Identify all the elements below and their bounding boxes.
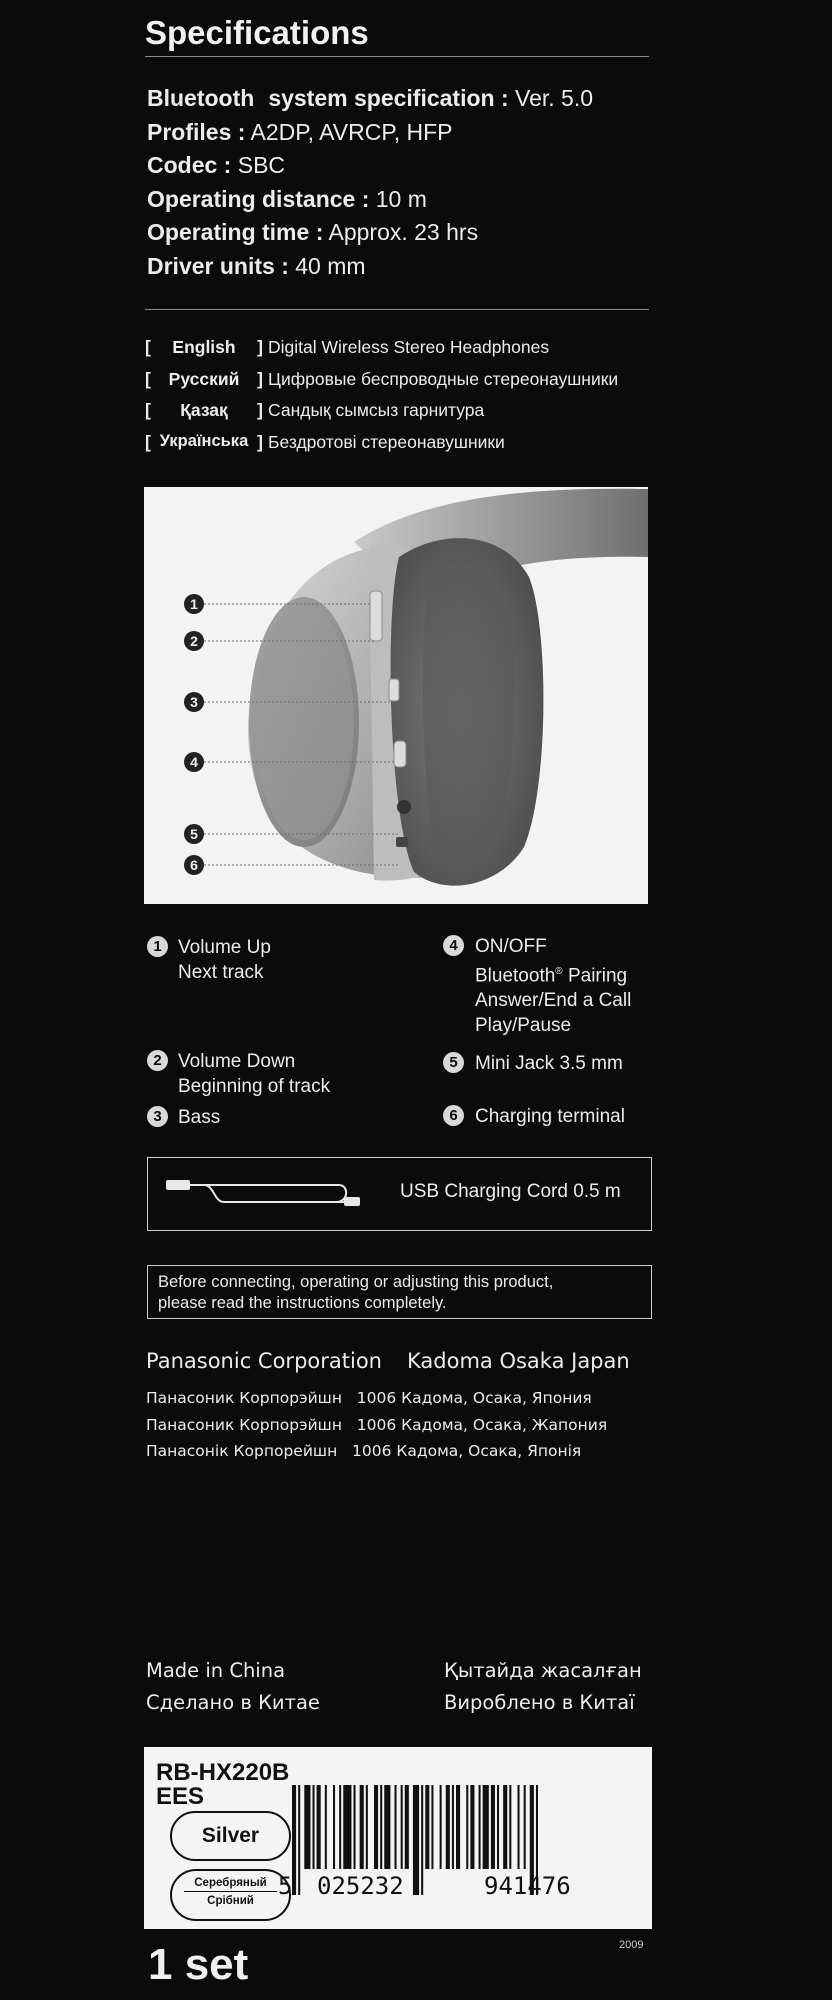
quantity: 1 set [148,1940,249,1989]
spec-key: Driver units : [147,252,289,279]
corp-address: Kadoma Osaka Japan [407,1349,630,1373]
bracket: [ [145,368,151,389]
barcode-bar [292,1785,296,1895]
barcode-bar [446,1785,450,1869]
legend-line: Bass [178,1107,221,1128]
legend-num-5: 5 [443,1052,464,1073]
spec-row-time [147,216,593,250]
legend-line: Next track [178,962,264,983]
legend-line: ON/OFF [475,936,547,957]
barcode-bar [339,1785,341,1869]
notice-box [147,1265,652,1319]
spec-value: SBC [237,152,286,178]
lang-text: Сандық сымсыз гарнитура [268,400,485,420]
lang-text: Цифровые беспроводные стереонаушники [268,368,619,389]
lang-name: Қазақ [180,400,228,420]
spec-row-codec [147,149,593,183]
notice-text [158,1272,553,1314]
origin-right [444,1655,642,1719]
legend-item-5 [475,1051,623,1076]
spec-value: 40 mm [295,252,366,279]
ean-left-group: 025232 [317,1872,404,1900]
spec-value: A2DP, AVRCP, HFP [250,118,453,145]
barcode-bar [518,1785,520,1869]
lang-row-english [145,337,618,369]
legend-line: Bluetooth® Pairing [475,965,628,987]
legend-item-6 [475,1104,625,1129]
usb-cable-icon [164,1176,374,1216]
spec-key: Bluetooth [147,85,255,111]
barcode-bar [304,1785,310,1869]
corp-line: Панасоник Корпорэйшн 1006 Кадома, Осака, Жапония [146,1415,608,1434]
barcode-bar [333,1785,335,1869]
spec-key: Profiles : [147,118,246,145]
spec-key: Operating time : [147,219,324,245]
barcode-bar [479,1785,481,1869]
legend-item-4 [475,934,631,1038]
barcode-bar [466,1785,468,1869]
spec-key: Codec : [147,152,232,178]
color-badge: Silver [170,1811,291,1861]
legend-line: Mini Jack 3.5 mm [475,1053,623,1074]
color-badge-local [170,1869,291,1921]
spec-value: 10 m [375,185,427,212]
callout-label: 1 [190,596,198,612]
barcode-bar [524,1785,526,1869]
product-label [144,1747,652,1929]
corp-localized [146,1385,607,1465]
lang-name: Українська [159,431,249,450]
barcode-bar [343,1785,351,1869]
lang-row-ukrainian [145,432,618,464]
model-line: EES [156,1783,205,1810]
usb-cord-box [147,1157,652,1231]
legend-line: Answer/End a Call [475,990,632,1012]
legend-num-6: 6 [443,1105,464,1126]
barcode-bar [421,1785,423,1895]
legend-num-4: 4 [443,935,464,956]
color-ru: Серебряный [184,1871,277,1892]
print-year: 2009 [619,1939,644,1951]
lang-row-russian [145,369,618,401]
barcode-bar [384,1785,390,1869]
registered-mark: ® [555,966,563,977]
ean-first-digit: 5 [278,1872,293,1900]
origin-en: Made in China [146,1659,286,1682]
barcode-bar [366,1785,368,1869]
spec-value: Approx. 23 hrs [328,219,479,245]
spec-key: system specification : [268,85,509,111]
spec-value: Ver. 5.0 [515,85,594,111]
spec-row-profiles [147,116,593,150]
lang-name: English [172,337,236,357]
lang-name: Русский [168,368,240,389]
callout-label: 6 [190,857,198,873]
divider-top [145,56,649,57]
bracket: ] [257,368,263,389]
specifications-title: Specifications [145,14,369,51]
barcode-bar [491,1785,495,1869]
barcode-bar [483,1785,489,1869]
barcode-bar [354,1785,356,1869]
callout-label: 2 [190,633,198,649]
legend-item-2 [178,1049,330,1099]
origin-left [146,1655,320,1719]
bracket: ] [257,337,263,357]
barcode-bar [360,1785,364,1869]
bracket: [ [145,400,151,420]
corp-line: Панасонік Корпорейшн 1006 Кадома, Осака, Японія [146,1442,582,1460]
legend-line: Charging terminal [475,1106,625,1127]
model-number [156,1761,289,1809]
barcode-bar [325,1785,327,1869]
usb-cord-label: USB Charging Cord 0.5 m [400,1181,621,1202]
barcode-bar [374,1785,378,1869]
ean-right-group: 941476 [484,1872,571,1900]
lang-row-kazakh [145,400,618,432]
legend-num-3: 3 [147,1106,168,1127]
legend-line: Volume Down [178,1051,296,1072]
spec-list [147,82,593,283]
legend-item-1 [178,935,271,985]
language-list [145,337,618,463]
barcode-bar [431,1785,433,1869]
barcode-bar [405,1785,409,1869]
barcode-bar [313,1785,315,1869]
lang-text: Бездротові стереонавушники [268,431,505,452]
notice-line: Before connecting, operating or adjusting this product, [158,1273,554,1291]
barcode-bar [440,1785,442,1869]
callout-label: 5 [190,826,198,842]
barcode-bar [509,1785,511,1869]
legend-num-2: 2 [147,1050,168,1071]
callout-label: 3 [190,694,198,710]
legend-item-3 [178,1105,220,1130]
bracket: [ [145,337,151,357]
barcode-bar [401,1785,403,1869]
legend-num-1: 1 [147,936,168,957]
notice-line: please read the instructions completely. [158,1294,447,1312]
legend-line: Beginning of track [178,1076,331,1097]
origin-ru: Сделано в Китае [146,1691,320,1714]
barcode-bar [452,1785,454,1869]
barcode-bar [503,1785,507,1869]
bracket: ] [257,431,263,452]
barcode-bar [497,1785,499,1869]
barcode-bar [456,1785,460,1869]
barcode-bar [380,1785,382,1869]
spec-row-bluetooth [147,82,593,116]
origin-uk: Вироблено в Китаї [444,1691,635,1714]
legend-line: Volume Up [178,937,271,958]
spec-row-driver [147,250,593,284]
bracket: ] [257,400,263,420]
callout-label: 4 [190,754,198,770]
divider-mid [145,309,649,310]
headphone-illustration [144,487,648,904]
barcode-bar [470,1785,474,1869]
barcode-bar [298,1785,300,1895]
bracket: [ [145,431,151,452]
spec-row-distance [147,183,593,217]
legend-line: Play/Pause [475,1015,572,1037]
lang-text: Digital Wireless Stereo Headphones [268,337,550,357]
barcode-bar [395,1785,397,1869]
corp-name: Panasonic Corporation [146,1349,382,1373]
headphone-photo [144,487,648,904]
barcode-bar [425,1785,429,1869]
color-uk: Срібний [207,1895,254,1907]
origin-kk: Қытайда жасалған [444,1659,642,1682]
corp-line: Панасоник Корпорэйшн 1006 Кадома, Осака, Япония [146,1389,592,1407]
barcode-bar [317,1785,321,1869]
model-line: RB-HX220B [156,1759,290,1786]
spec-key: Operating distance : [147,185,370,212]
barcode-bar [413,1785,419,1895]
